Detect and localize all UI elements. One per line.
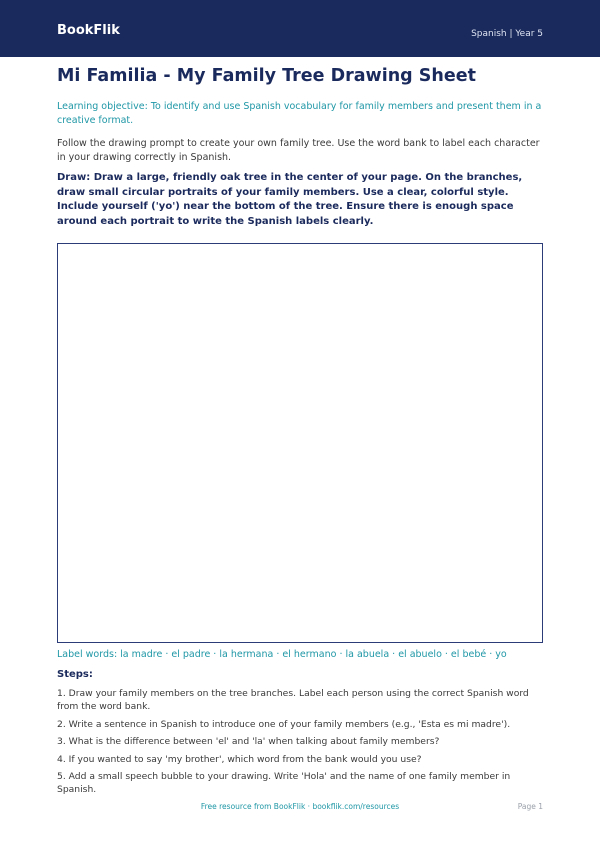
word-bank: Label words: la madre · el padre · la hermana · el hermano · la abuela · el abuelo · el bebé · yo: [57, 649, 507, 660]
step-item: 4. If you wanted to say 'my brother', which word from the bank would you use?: [57, 753, 422, 765]
steps-list: [57, 687, 543, 801]
learning-objective: Learning objective: To identify and use Spanish vocabulary for family members and present them in a creative format.: [57, 101, 542, 126]
header-bar: [0, 0, 600, 57]
brand-logo[interactable]: BookFlik: [57, 23, 120, 38]
steps-heading: Steps:: [57, 669, 93, 680]
page-title: Mi Familia - My Family Tree Drawing Sheet: [57, 66, 476, 86]
step-item: 2. Write a sentence in Spanish to introduce one of your family members (e.g., 'Esta es mi madre').: [57, 718, 511, 730]
step-item: 5. Add a small speech bubble to your drawing. Write 'Hola' and the name of one family member in Spanish.: [57, 771, 511, 795]
instructions-text: Follow the drawing prompt to create your own family tree. Use the word bank to label each character in your drawing correctly in Spanish.: [57, 138, 540, 163]
drawing-area[interactable]: [57, 243, 543, 643]
step-item: 3. What is the difference between 'el' and 'la' when talking about family members?: [57, 736, 440, 747]
step-item: 1. Draw your family members on the tree branches. Label each person using the correct Spanish word from the word bank.: [57, 688, 529, 712]
footer-resource-link[interactable]: Free resource from BookFlik · bookflik.com/resources: [200, 802, 400, 811]
subject-year-label: Spanish | Year 5: [471, 29, 543, 39]
page-number: Page 1: [517, 802, 543, 811]
drawing-prompt: Draw: Draw a large, friendly oak tree in the center of your page. On the branches, draw small circular portraits of your family members. Use a clear, colorful style. Include yourself ('yo') near the bottom of the tree. Ensure there is enough space around each portrait to write the Spanish labels clearly.: [57, 172, 523, 227]
